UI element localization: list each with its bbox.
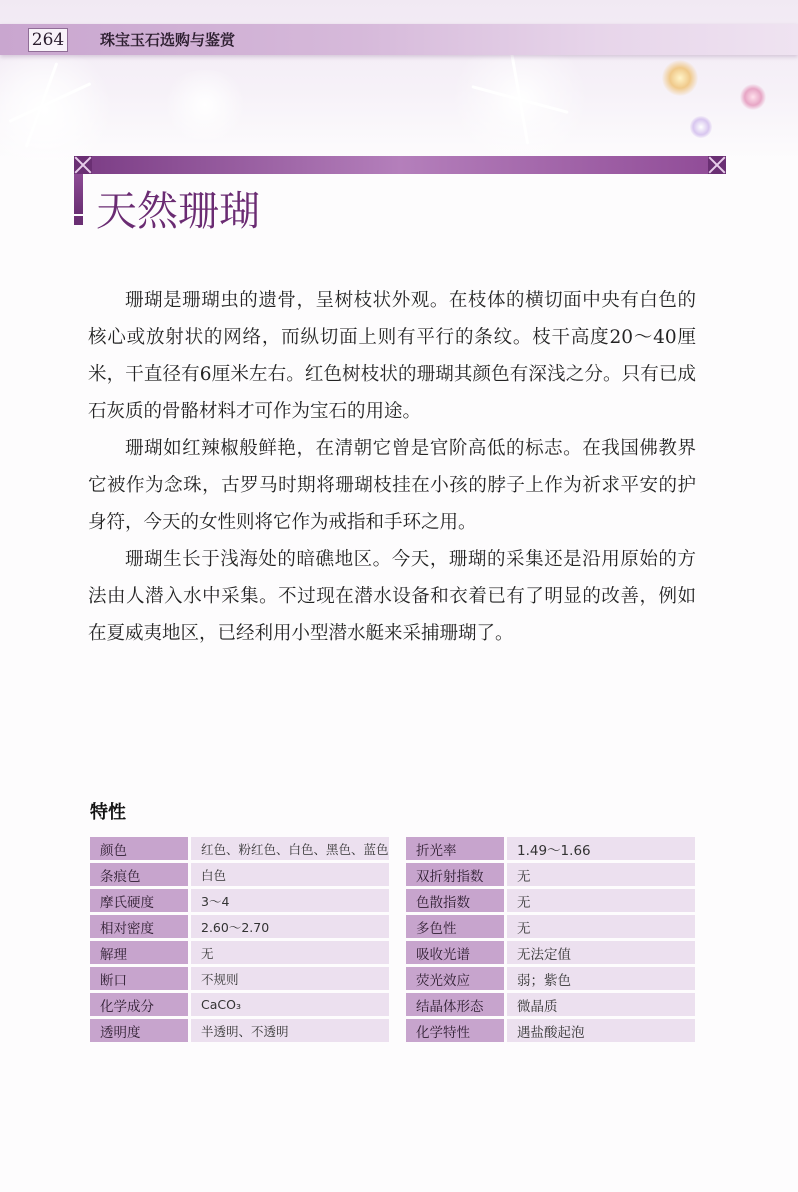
table-row xyxy=(90,941,389,964)
book-title: 珠宝玉石选购与鉴赏 xyxy=(100,31,236,49)
property-value: 红色、粉红色、白色、黑色、蓝色 xyxy=(188,837,389,860)
title-accent-bar xyxy=(74,174,83,214)
paragraph: 珊瑚生长于浅海处的暗礁地区。今天，珊瑚的采集还是沿用原始的方法由人潜入水中采集。不过现在潜水设备和衣着已有了明显的改善，例如在夏威夷地区，已经利用小型潜水艇来采捕珊瑚了。 xyxy=(88,549,696,644)
sparkle-orb xyxy=(662,60,698,96)
title-accent-square xyxy=(74,216,83,225)
sparkle-orb xyxy=(690,116,712,138)
property-key: 颜色 xyxy=(90,837,188,860)
property-key: 化学特性 xyxy=(406,1019,504,1042)
table-row xyxy=(90,889,389,912)
property-value: 微晶质 xyxy=(504,993,695,1016)
property-value: 白色 xyxy=(188,863,389,886)
section-title-bar xyxy=(74,156,726,174)
table-row xyxy=(406,837,695,860)
property-value: 无 xyxy=(504,915,695,938)
section-title: 天然珊瑚 xyxy=(96,187,260,235)
properties-heading: 特性 xyxy=(90,802,126,823)
sparkle-orb xyxy=(740,84,766,110)
page-number: 264 xyxy=(28,28,68,52)
table-row xyxy=(406,1019,695,1042)
property-value: 无 xyxy=(504,863,695,886)
corner-ornament xyxy=(708,156,726,174)
property-key: 折光率 xyxy=(406,837,504,860)
property-key: 色散指数 xyxy=(406,889,504,912)
table-row xyxy=(406,915,695,938)
table-row xyxy=(406,863,695,886)
property-key: 吸收光谱 xyxy=(406,941,504,964)
property-key: 条痕色 xyxy=(90,863,188,886)
property-value: 弱；紫色 xyxy=(504,967,695,990)
paragraph: 珊瑚如红辣椒般鲜艳，在清朝它曾是官阶高低的标志。在我国佛教界它被作为念珠，古罗马时期将珊瑚枝挂在小孩的脖子上作为祈求平安的护身符，今天的女性则将它作为戒指和手环之用。 xyxy=(88,438,696,533)
table-row xyxy=(90,915,389,938)
properties-table-right xyxy=(406,834,695,1045)
property-key: 摩氏硬度 xyxy=(90,889,188,912)
property-key: 结晶体形态 xyxy=(406,993,504,1016)
table-row xyxy=(90,837,389,860)
table-row xyxy=(90,967,389,990)
properties-table-left xyxy=(90,834,389,1045)
property-value: 半透明、不透明 xyxy=(188,1019,389,1042)
corner-ornament xyxy=(74,156,92,174)
property-value: CaCO₃ xyxy=(188,993,389,1016)
property-key: 透明度 xyxy=(90,1019,188,1042)
property-key: 双折射指数 xyxy=(406,863,504,886)
property-value: 无 xyxy=(188,941,389,964)
property-key: 解理 xyxy=(90,941,188,964)
property-key: 荧光效应 xyxy=(406,967,504,990)
property-value: 无法定值 xyxy=(504,941,695,964)
property-value: 无 xyxy=(504,889,695,912)
paragraph: 珊瑚是珊瑚虫的遗骨，呈树枝状外观。在枝体的横切面中央有白色的核心或放射状的网络，而纵切面上则有平行的条纹。枝干高度20～40厘米，干直径有6厘米左右。红色树枝状的珊瑚其颜色有深浅之分。只有已成石灰质的骨骼材料才可作为宝石的用途。 xyxy=(88,290,696,422)
property-value: 2.60～2.70 xyxy=(188,915,389,938)
property-key: 化学成分 xyxy=(90,993,188,1016)
table-row xyxy=(90,1019,389,1042)
starburst-glow xyxy=(160,70,250,140)
property-key: 相对密度 xyxy=(90,915,188,938)
table-row xyxy=(90,993,389,1016)
table-row xyxy=(406,967,695,990)
table-row xyxy=(406,889,695,912)
table-row xyxy=(406,941,695,964)
table-row xyxy=(90,863,389,886)
property-key: 断口 xyxy=(90,967,188,990)
property-value: 不规则 xyxy=(188,967,389,990)
property-value: 遇盐酸起泡 xyxy=(504,1019,695,1042)
starburst-glow xyxy=(0,50,120,160)
property-value: 1.49～1.66 xyxy=(504,837,695,860)
property-value: 3～4 xyxy=(188,889,389,912)
table-row xyxy=(406,993,695,1016)
property-key: 多色性 xyxy=(406,915,504,938)
body-text xyxy=(88,282,696,652)
